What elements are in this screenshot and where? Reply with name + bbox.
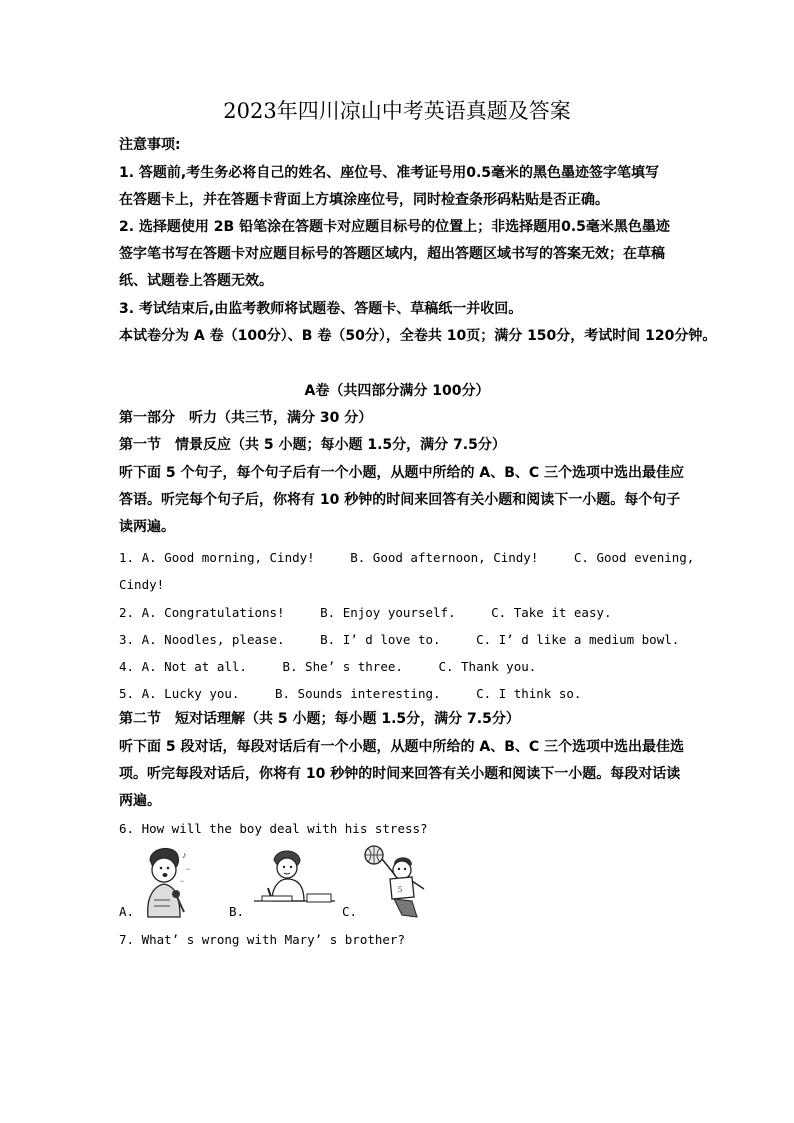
sec1-instruction: 听下面 5 个句子，每个句子后有一个小题，从题中所给的 A、B、C 三个选项中选出最佳应	[119, 465, 685, 481]
option-b: B. She’ s three.	[282, 659, 403, 674]
question-3	[119, 630, 679, 650]
option-b: B. Enjoy yourself.	[320, 605, 456, 620]
option-a: A. Noodles, please.	[141, 632, 285, 647]
boy-singing-microphone-icon	[140, 842, 200, 922]
boy-playing-basketball-icon	[362, 845, 427, 920]
part1-heading: 第一部分 听力（共三节，满分 30 分）	[119, 410, 373, 426]
option-a: A. Congratulations!	[141, 605, 285, 620]
svg-text:~: ~	[180, 878, 184, 886]
svg-text:♪: ♪	[182, 850, 187, 860]
question-7: 7. What’ s wrong with Mary’ s brother?	[119, 932, 405, 947]
section-a-heading: A卷（共四部分满分 100分）	[304, 383, 490, 399]
question-4	[119, 657, 536, 677]
sec1-instruction: 答语。听完每个句子后，你将有 10 秒钟的时间来回答有关小题和阅读下一小题。每个句子	[119, 492, 681, 508]
question-number: 1.	[119, 550, 135, 565]
question-6: 6. How will the boy deal with his stress?	[119, 821, 428, 836]
sec2-instruction: 两遍。	[119, 793, 161, 809]
q6-option-c-label: C.	[342, 904, 358, 919]
option-c: C. Thank you.	[438, 659, 537, 674]
option-b: B. I’ d love to.	[320, 632, 441, 647]
q6-option-b-label: B.	[229, 904, 245, 919]
question-1-continued: Cindy!	[119, 577, 165, 592]
question-5	[119, 684, 581, 704]
option-b: B. Sounds interesting.	[274, 686, 441, 701]
option-b: B. Good afternoon, Cindy!	[350, 550, 539, 565]
notes-heading: 注意事项:	[119, 137, 181, 153]
page-title: 2023年四川凉山中考英语真题及答案	[223, 99, 571, 123]
notes-line: 3. 考试结束后,由监考教师将试题卷、答题卡、草稿纸一并收回。	[119, 301, 523, 317]
boy-writing-desk-icon	[252, 846, 337, 916]
option-a: A. Good morning, Cindy!	[141, 550, 315, 565]
question-number: 5.	[119, 686, 135, 701]
option-c: C. Take it easy.	[491, 605, 612, 620]
question-number: 4.	[119, 659, 135, 674]
question-number: 2.	[119, 605, 135, 620]
notes-line: 签字笔书写在答题卡对应题目标号的答题区域内，超出答题区域书写的答案无效；在草稿	[119, 246, 665, 262]
svg-text:~: ~	[186, 866, 190, 874]
option-c: C. I’ d like a medium bowl.	[476, 632, 680, 647]
svg-text:5: 5	[398, 885, 402, 894]
notes-line: 纸、试题卷上答题无效。	[119, 273, 273, 289]
q6-option-a-label: A.	[119, 904, 135, 919]
sec1-instruction: 读两遍。	[119, 519, 175, 535]
notes-summary: 本试卷分为 A 卷（100分）、B 卷（50分），全卷共 10页；满分 150分，考试时间 120分钟。	[119, 328, 717, 344]
notes-line: 在答题卡上，并在答题卡背面上方填涂座位号，同时检查条形码粘贴是否正确。	[119, 192, 609, 208]
sec2-instruction: 听下面 5 段对话，每段对话后有一个小题，从题中所给的 A、B、C 三个选项中选出最佳选	[119, 739, 685, 755]
question-2	[119, 603, 612, 623]
notes-line: 1. 答题前,考生务必将自己的姓名、座位号、准考证号用0.5毫米的黑色墨迹签字笔填写	[119, 165, 660, 181]
option-a: A. Lucky you.	[141, 686, 240, 701]
sec1-heading: 第一节 情景反应（共 5 小题；每小题 1.5分，满分 7.5分）	[119, 437, 506, 453]
question-number: 3.	[119, 632, 135, 647]
sec2-instruction: 项。听完每段对话后，你将有 10 秒钟的时间来回答有关小题和阅读下一小题。每段对话读	[119, 766, 681, 782]
option-c: C. I think so.	[476, 686, 582, 701]
option-c: C. Good evening,	[573, 550, 695, 565]
question-1	[119, 548, 694, 568]
sec2-heading: 第二节 短对话理解（共 5 小题；每小题 1.5分，满分 7.5分）	[119, 711, 520, 727]
notes-line: 2. 选择题使用 2B 铅笔涂在答题卡对应题目标号的位置上；非选择题用0.5毫米黑色墨迹	[119, 219, 670, 235]
option-a: A. Not at all.	[141, 659, 247, 674]
